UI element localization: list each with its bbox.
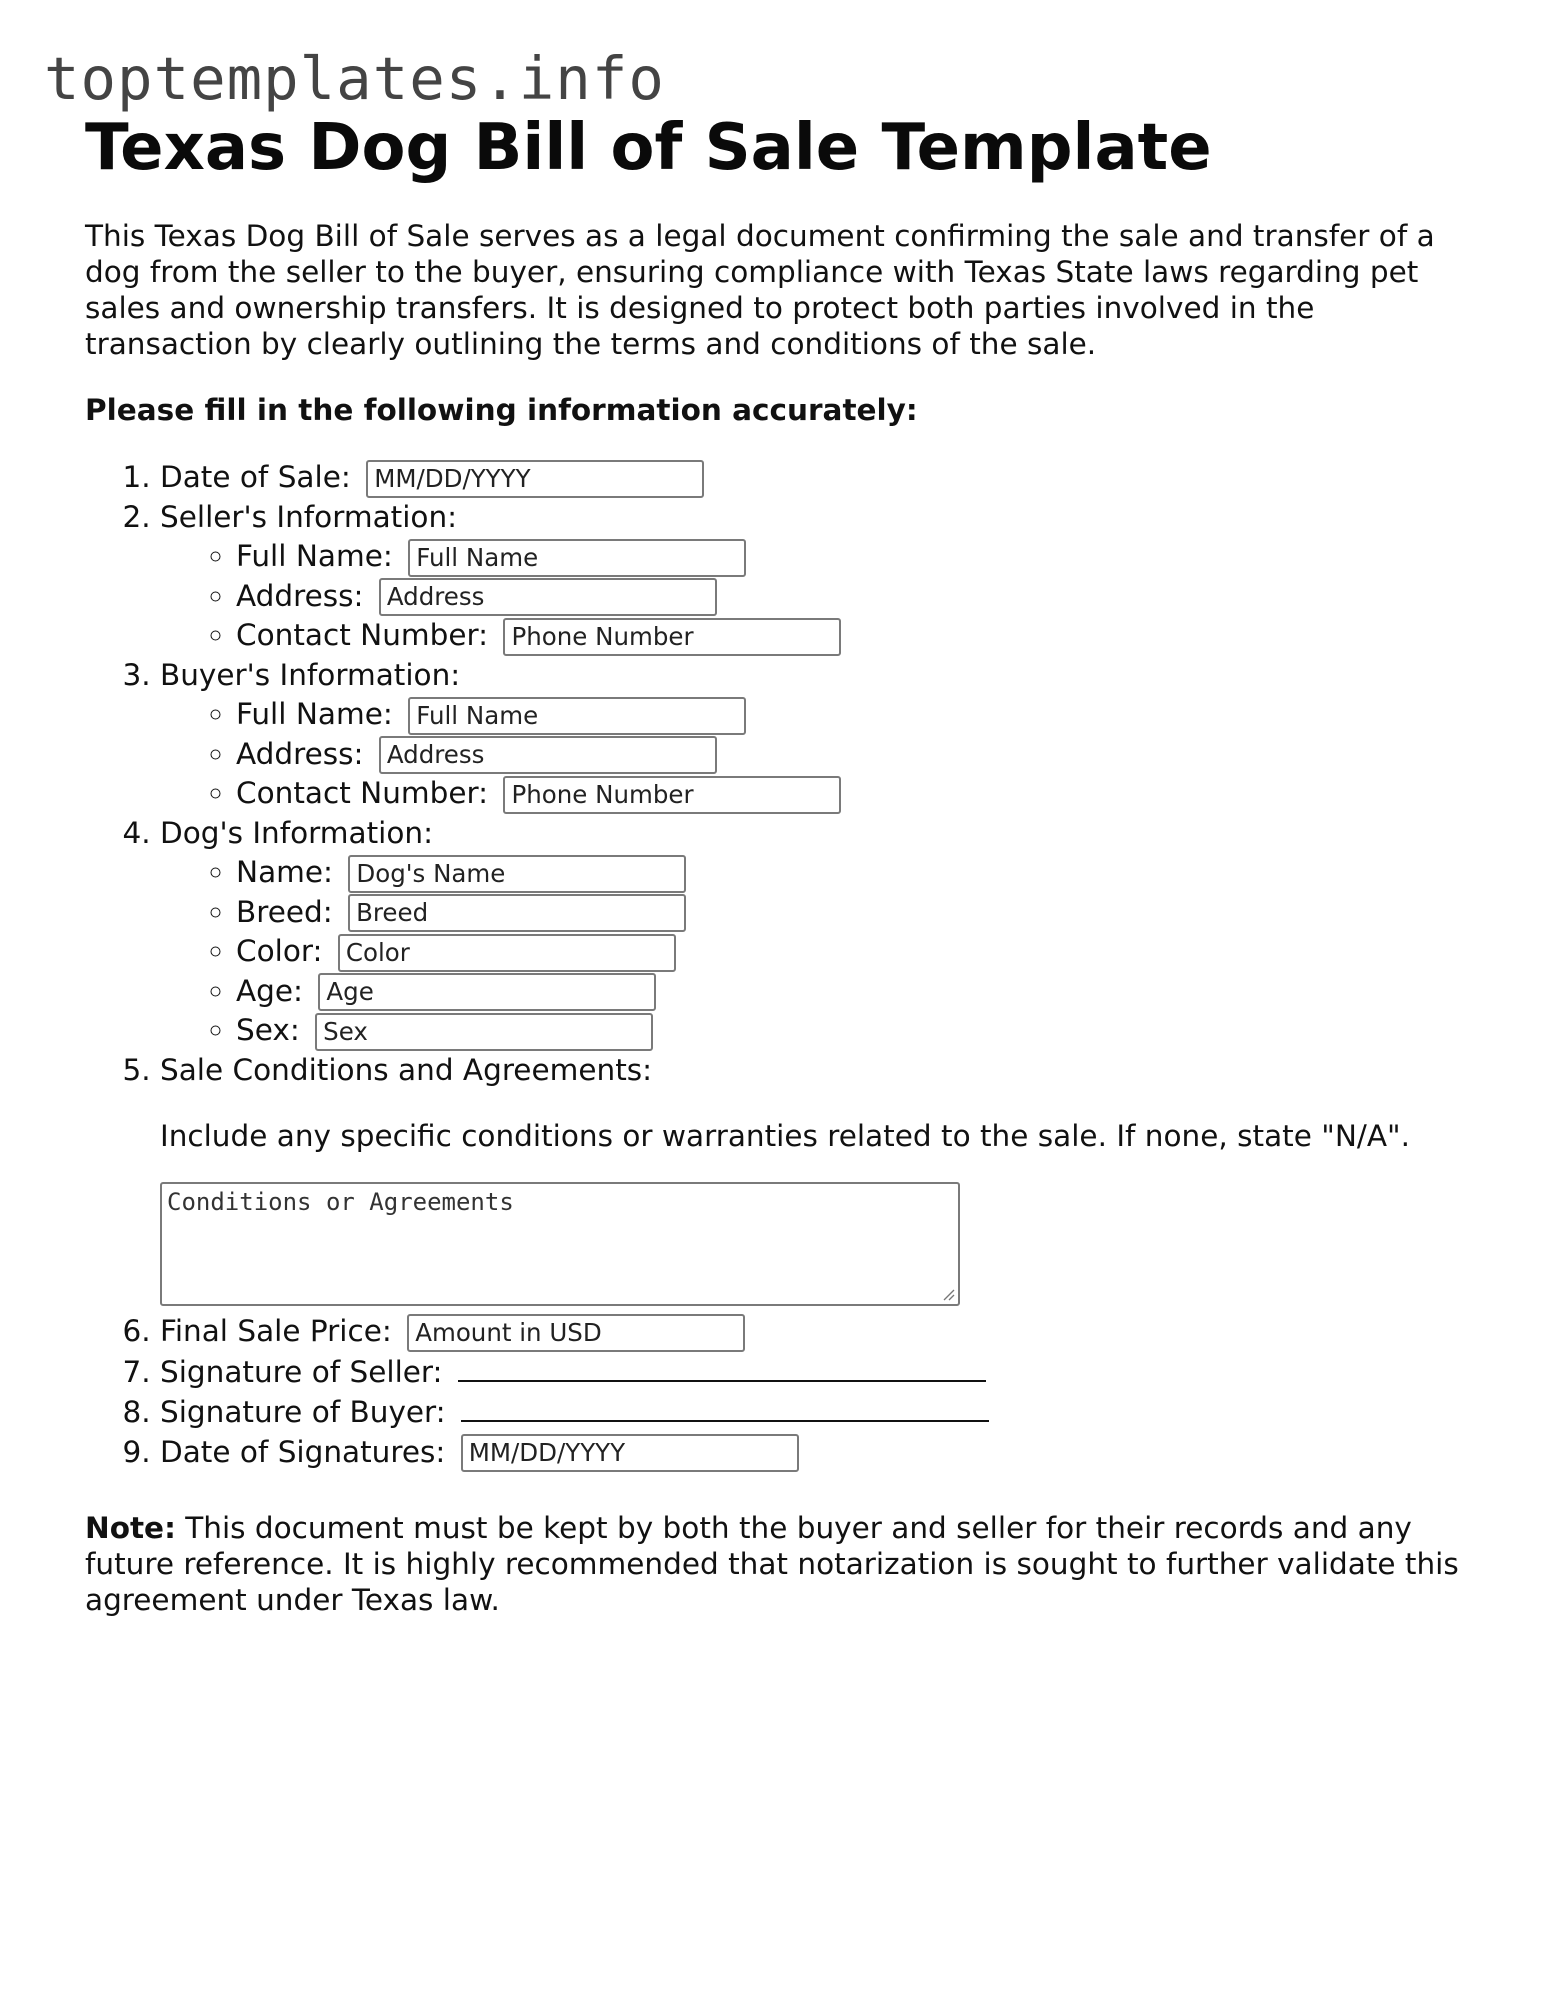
note-label: Note: bbox=[85, 1511, 176, 1545]
list-item-dog-name bbox=[236, 853, 1485, 893]
buyer-address-label: Address: bbox=[236, 736, 364, 771]
buyer-address-input[interactable]: Address bbox=[379, 736, 717, 774]
dog-breed-input[interactable]: Breed bbox=[348, 894, 686, 932]
list-item-dog-age bbox=[236, 972, 1485, 1012]
buyer-signature-label: Signature of Buyer: bbox=[160, 1395, 446, 1429]
note-paragraph bbox=[85, 1510, 1485, 1618]
sale-conditions-label: Sale Conditions and Agreements: bbox=[160, 1052, 653, 1087]
list-item-sale-conditions bbox=[160, 1051, 1485, 1307]
seller-full-name-input[interactable]: Full Name bbox=[408, 539, 746, 577]
seller-address-input[interactable]: Address bbox=[379, 578, 717, 616]
resize-handle-icon[interactable] bbox=[941, 1287, 955, 1301]
dog-info-list bbox=[160, 853, 1485, 1051]
dog-sex-label: Sex: bbox=[236, 1013, 300, 1047]
seller-info-label: Seller's Information: bbox=[160, 499, 458, 534]
list-item-dog-color bbox=[236, 932, 1485, 972]
seller-full-name-label: Full Name: bbox=[236, 539, 393, 573]
dog-color-input[interactable]: Color bbox=[338, 934, 676, 972]
buyer-signature-line[interactable] bbox=[461, 1392, 989, 1422]
list-item-buyer-info bbox=[160, 656, 1485, 814]
list-item-date-of-signatures bbox=[160, 1433, 1485, 1473]
buyer-full-name-label: Full Name: bbox=[236, 697, 393, 731]
list-item-buyer-signature bbox=[160, 1392, 1485, 1433]
dog-name-input[interactable]: Dog's Name bbox=[348, 855, 686, 893]
buyer-contact-input[interactable]: Phone Number bbox=[503, 776, 841, 814]
list-item-dog-info bbox=[160, 814, 1485, 1051]
dog-sex-input[interactable]: Sex bbox=[315, 1013, 653, 1051]
form-list bbox=[85, 458, 1485, 1472]
instructions-heading: Please fill in the following information accurately: bbox=[85, 393, 918, 427]
note-text: This document must be kept by both the buyer and seller for their records and any future reference. It is highly recommended that notarization is sought to further validate this agreement under Texas law. bbox=[85, 1511, 1459, 1617]
sale-conditions-help: Include any specific conditions or warranties related to the sale. If none, state "N/A". bbox=[160, 1119, 1410, 1153]
list-item-date-of-sale bbox=[160, 458, 1485, 498]
list-item-dog-sex bbox=[236, 1011, 1485, 1051]
final-price-label: Final Sale Price: bbox=[160, 1314, 392, 1348]
buyer-full-name-input[interactable]: Full Name bbox=[408, 697, 746, 735]
list-item-buyer-contact bbox=[236, 774, 1485, 814]
list-item-final-price bbox=[160, 1312, 1485, 1352]
list-item-seller-full-name bbox=[236, 537, 1485, 577]
list-item-seller-info bbox=[160, 498, 1485, 656]
dog-breed-label: Breed: bbox=[236, 894, 333, 929]
intro-paragraph: This Texas Dog Bill of Sale serves as a legal document confirming the sale and transfer of a dog from the seller to the buyer, ensuring compliance with Texas State laws regarding pet sales and ownership transfers. It is designed to protect both parties involved in the transaction by clearly outlining the terms and conditions of the sale. bbox=[85, 219, 1435, 361]
date-of-signatures-input[interactable]: MM/DD/YYYY bbox=[461, 1434, 799, 1472]
list-item-seller-address bbox=[236, 577, 1485, 617]
page-title: Texas Dog Bill of Sale Template bbox=[85, 111, 1212, 185]
list-item-buyer-address bbox=[236, 735, 1485, 775]
dog-age-label: Age: bbox=[236, 973, 303, 1008]
date-of-signatures-label: Date of Signatures: bbox=[160, 1434, 446, 1469]
list-item-buyer-full-name bbox=[236, 695, 1485, 735]
seller-info-list bbox=[160, 537, 1485, 656]
document-body bbox=[85, 108, 1485, 1618]
list-item-seller-contact bbox=[236, 616, 1485, 656]
buyer-info-list bbox=[160, 695, 1485, 814]
dog-color-label: Color: bbox=[236, 934, 323, 968]
conditions-placeholder: Conditions or Agreements bbox=[167, 1188, 514, 1216]
dog-age-input[interactable]: Age bbox=[318, 973, 656, 1011]
site-watermark: toptemplates.info bbox=[44, 44, 665, 113]
seller-contact-input[interactable]: Phone Number bbox=[503, 618, 841, 656]
date-of-sale-label: Date of Sale: bbox=[160, 460, 351, 494]
date-of-sale-input[interactable]: MM/DD/YYYY bbox=[366, 460, 704, 498]
list-item-seller-signature bbox=[160, 1352, 1485, 1393]
seller-signature-label: Signature of Seller: bbox=[160, 1354, 443, 1389]
final-price-input[interactable]: Amount in USD bbox=[407, 1314, 745, 1352]
seller-signature-line[interactable] bbox=[458, 1352, 986, 1382]
seller-address-label: Address: bbox=[236, 578, 364, 613]
buyer-info-label: Buyer's Information: bbox=[160, 657, 461, 692]
conditions-textarea[interactable] bbox=[160, 1182, 960, 1306]
buyer-contact-label: Contact Number: bbox=[236, 776, 489, 810]
list-item-dog-breed bbox=[236, 893, 1485, 933]
dog-info-label: Dog's Information: bbox=[160, 815, 434, 850]
dog-name-label: Name: bbox=[236, 855, 333, 889]
seller-contact-label: Contact Number: bbox=[236, 618, 489, 652]
